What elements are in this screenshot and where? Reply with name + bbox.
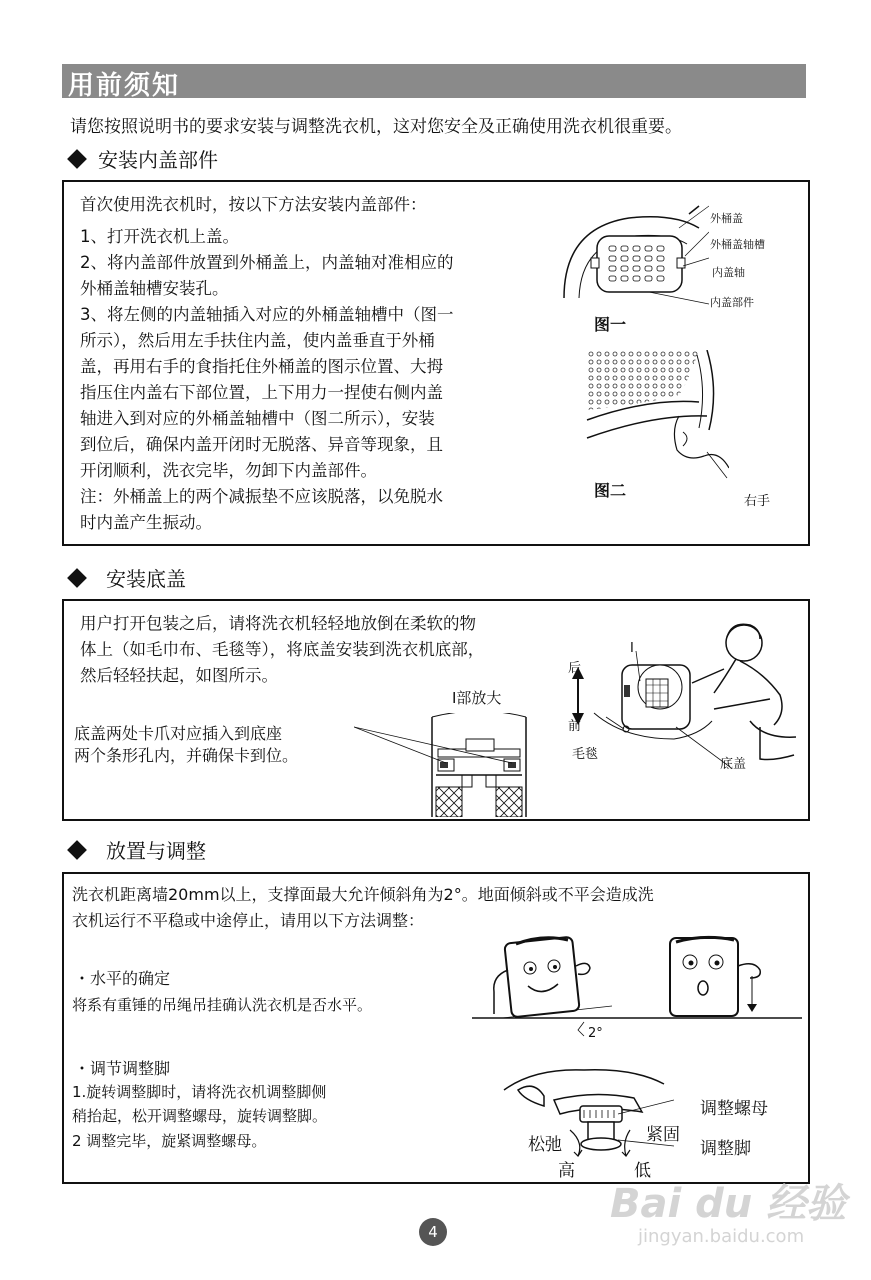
fig1-inner-lid-illustration [559, 198, 709, 310]
section1-heading [70, 144, 218, 173]
fig1-label-lid-shaft: 内盖轴 [712, 266, 745, 279]
fig-label-high: 高 [558, 1161, 575, 1181]
watermark-url: jingyan.baidu.com [638, 1226, 805, 1247]
fig-label-marker: I [630, 641, 634, 656]
diamond-bullet-icon [67, 149, 87, 169]
diamond-bullet-icon [67, 840, 87, 860]
fig1-label-lid-part: 内盖部件 [710, 296, 754, 309]
sub2-step2: 2 调整完毕，旋紧调整螺母。 [72, 1132, 267, 1150]
bottom-cover-illustration [564, 609, 804, 779]
intro-text: 请您按照说明书的要求安装与调整洗衣机，这对您安全及正确使用洗衣机很重要。 [70, 117, 682, 137]
watermark-logo: Bai du 经验 [610, 1181, 847, 1227]
section3-box [62, 872, 810, 1184]
sub1-text: 将系有重锤的吊绳吊挂确认洗衣机是否水平。 [72, 996, 373, 1014]
fig1-caption: 图一 [594, 315, 627, 334]
section1-lead: 首次使用洗衣机时，按以下方法安装内盖部件： [80, 195, 427, 214]
fig1-label-lid-slot: 外桶盖轴槽 [710, 238, 765, 251]
fig-label-adjust-nut: 调整螺母 [700, 1099, 768, 1119]
angle-label: 2° [588, 1026, 603, 1041]
fig1-label-outer-lid: 外桶盖 [710, 212, 743, 225]
section3-heading-text: 放置与调整 [106, 839, 206, 863]
zoom-detail-illustration [354, 713, 564, 817]
level-check-illustration [472, 930, 802, 1040]
sub2-title: ・调节调整脚 [74, 1059, 171, 1078]
section1-step1: 1、打开洗衣机上盖。 [80, 227, 239, 246]
fig-label-adjust-foot: 调整脚 [700, 1139, 751, 1159]
section1-step3: 3、将左侧的内盖轴插入对应的外桶盖轴槽中（图一 所示），然后用左手扶住内盖，使内盖垂直于外桶 盖，再用右手的食指托住外桶盖的图示位置、大拇 指压住内盖右下部位置，上下用力一捏使右侧内盖 轴进入到对应的外桶盖轴槽中（图二所示），安装 到位后，确保内盖开闭时无脱落、异音等现象，且 开闭顺利，洗衣完毕，勿卸下内盖部件。 [80, 305, 454, 480]
diamond-bullet-icon [67, 568, 87, 588]
fig-label-front: 前 [568, 719, 582, 734]
fig-label-tighten: 紧固 [646, 1125, 680, 1145]
sub2-step1: 1.旋转调整脚时，请将洗衣机调整脚侧 稍抬起，松开调整螺母，旋转调整脚。 [72, 1083, 328, 1125]
section2-callout: 底盖两处卡爪对应插入到底座 两个条形孔内，并确保卡到位。 [74, 724, 299, 765]
section1-note: 注：外桶盖上的两个减振垫不应该脱落，以免脱水 时内盖产生振动。 [80, 487, 443, 532]
section3-heading [70, 835, 206, 864]
title-bar [62, 64, 806, 101]
fig-label-blanket: 毛毯 [572, 747, 599, 762]
section2-heading-text: 安装底盖 [106, 567, 186, 591]
fig2-caption: 图二 [594, 481, 627, 500]
section3-text: 洗衣机距离墙20mm以上，支撑面最大允许倾斜角为2°。地面倾斜或不平会造成洗 衣机运行不平稳或中途停止，请用以下方法调整： [72, 885, 654, 930]
fig-label-bottom-cover: 底盖 [720, 757, 747, 772]
fig-label-back: 后 [568, 661, 582, 676]
fig-label-low: 低 [634, 1161, 651, 1181]
fig-label-loosen: 松弛 [528, 1135, 562, 1155]
sub1-title: ・水平的确定 [74, 969, 171, 988]
fig2-hand-illustration [579, 350, 729, 480]
zoom-label: I部放大 [452, 689, 502, 707]
section2-heading [70, 563, 186, 592]
page-number: 4 [419, 1218, 447, 1246]
fig2-label-right-hand: 右手 [744, 494, 771, 509]
section2-text: 用户打开包装之后，请将洗衣机轻轻地放倒在柔软的物 体上（如毛巾布、毛毯等），将底盖安装到洗衣机底部， 然后轻轻扶起，如图所示。 [80, 614, 485, 685]
section2-box [62, 599, 810, 821]
adjust-foot-illustration [494, 1060, 674, 1170]
section1-heading-text: 安装内盖部件 [98, 148, 218, 172]
page-title: 用前须知 [68, 71, 181, 101]
section1-step2: 2、将内盖部件放置到外桶盖上，内盖轴对准相应的 外桶盖轴槽安装孔。 [80, 253, 454, 298]
section1-box [62, 180, 810, 546]
